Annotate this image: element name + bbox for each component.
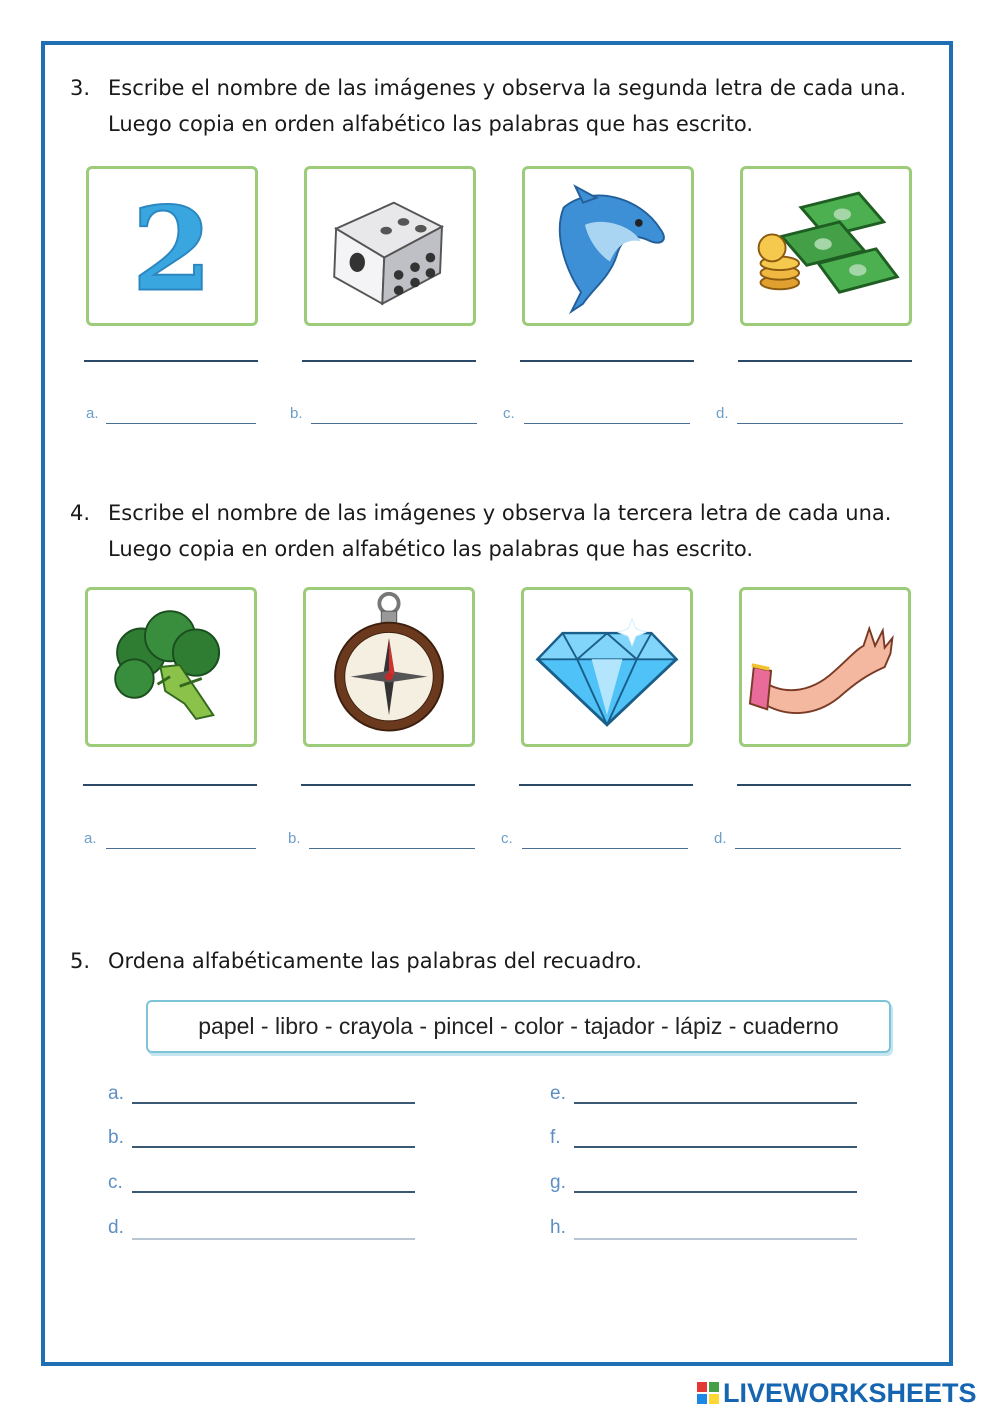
order-line-g[interactable] (574, 1191, 857, 1193)
order-label-e: e. (550, 1083, 566, 1104)
instruction-3-line2: Luego copia en orden alfabético las palabras que has escrito. (108, 112, 754, 136)
card-number-two (86, 166, 258, 326)
order-line-d[interactable] (132, 1238, 415, 1240)
answer-line-3b[interactable] (311, 423, 477, 424)
option-4b-label: b. (288, 830, 301, 847)
order-line-a[interactable] (132, 1102, 415, 1104)
word-box: papel - libro - crayola - pincel - color - tajador - lápiz - cuaderno (146, 1000, 891, 1053)
card-dice (304, 166, 476, 326)
broccoli-icon (88, 590, 254, 744)
order-label-c: c. (108, 1172, 123, 1193)
money-icon (743, 169, 909, 323)
card-diamond (521, 587, 693, 747)
answer-line-4d[interactable] (735, 848, 901, 849)
footer-logo (697, 1376, 977, 1410)
option-3a-label: a. (86, 405, 99, 422)
write-line-3a[interactable] (84, 360, 258, 362)
arm-icon (742, 590, 908, 744)
card-dolphin (522, 166, 694, 326)
instruction-4-number: 4. (70, 501, 91, 525)
answer-line-4a[interactable] (106, 848, 256, 849)
order-label-g: g. (550, 1172, 566, 1193)
answer-line-3d[interactable] (737, 423, 903, 424)
order-line-c[interactable] (132, 1191, 415, 1193)
order-line-h[interactable] (574, 1238, 857, 1240)
write-line-4a[interactable] (83, 784, 257, 786)
card-money (740, 166, 912, 326)
order-label-b: b. (108, 1127, 124, 1148)
order-line-e[interactable] (574, 1102, 857, 1104)
option-3b-label: b. (290, 405, 303, 422)
dice-icon (307, 169, 473, 323)
digit-text: 2 (131, 182, 213, 318)
compass-icon (306, 590, 472, 744)
order-label-d: d. (108, 1217, 124, 1238)
write-line-3c[interactable] (520, 360, 694, 362)
instruction-5 (70, 943, 642, 979)
write-line-3d[interactable] (738, 360, 912, 362)
option-3d-label: d. (716, 405, 729, 422)
option-4a-label: a. (84, 830, 97, 847)
instruction-3-line1: Escribe el nombre de las imágenes y observa la segunda letra de cada una. (108, 76, 907, 100)
liveworksheets-logo-icon (697, 1382, 719, 1404)
order-line-f[interactable] (574, 1146, 857, 1148)
write-line-4c[interactable] (519, 784, 693, 786)
answer-line-4b[interactable] (309, 848, 475, 849)
option-4d-label: d. (714, 830, 727, 847)
answer-line-3a[interactable] (106, 423, 256, 424)
instruction-4 (70, 495, 891, 567)
card-broccoli (85, 587, 257, 747)
brand-name: LIVEWORKSHEETS (723, 1377, 977, 1408)
instruction-3-number: 3. (70, 76, 91, 100)
option-4c-label: c. (501, 830, 513, 847)
order-line-b[interactable] (132, 1146, 415, 1148)
number-two-icon (89, 169, 255, 323)
option-3c-label: c. (503, 405, 515, 422)
answer-line-3c[interactable] (524, 423, 690, 424)
dolphin-icon (525, 169, 691, 323)
instruction-5-line1: Ordena alfabéticamente las palabras del recuadro. (108, 949, 643, 973)
answer-line-4c[interactable] (522, 848, 688, 849)
order-label-f: f. (550, 1127, 561, 1148)
card-compass (303, 587, 475, 747)
diamond-icon (524, 590, 690, 744)
card-arm (739, 587, 911, 747)
instruction-4-line1: Escribe el nombre de las imágenes y observa la tercera letra de cada una. (108, 501, 892, 525)
write-line-3b[interactable] (302, 360, 476, 362)
instruction-4-line2: Luego copia en orden alfabético las palabras que has escrito. (108, 537, 754, 561)
order-label-h: h. (550, 1217, 566, 1238)
write-line-4d[interactable] (737, 784, 911, 786)
instruction-5-number: 5. (70, 949, 91, 973)
order-label-a: a. (108, 1083, 124, 1104)
write-line-4b[interactable] (301, 784, 475, 786)
instruction-3 (70, 70, 906, 142)
